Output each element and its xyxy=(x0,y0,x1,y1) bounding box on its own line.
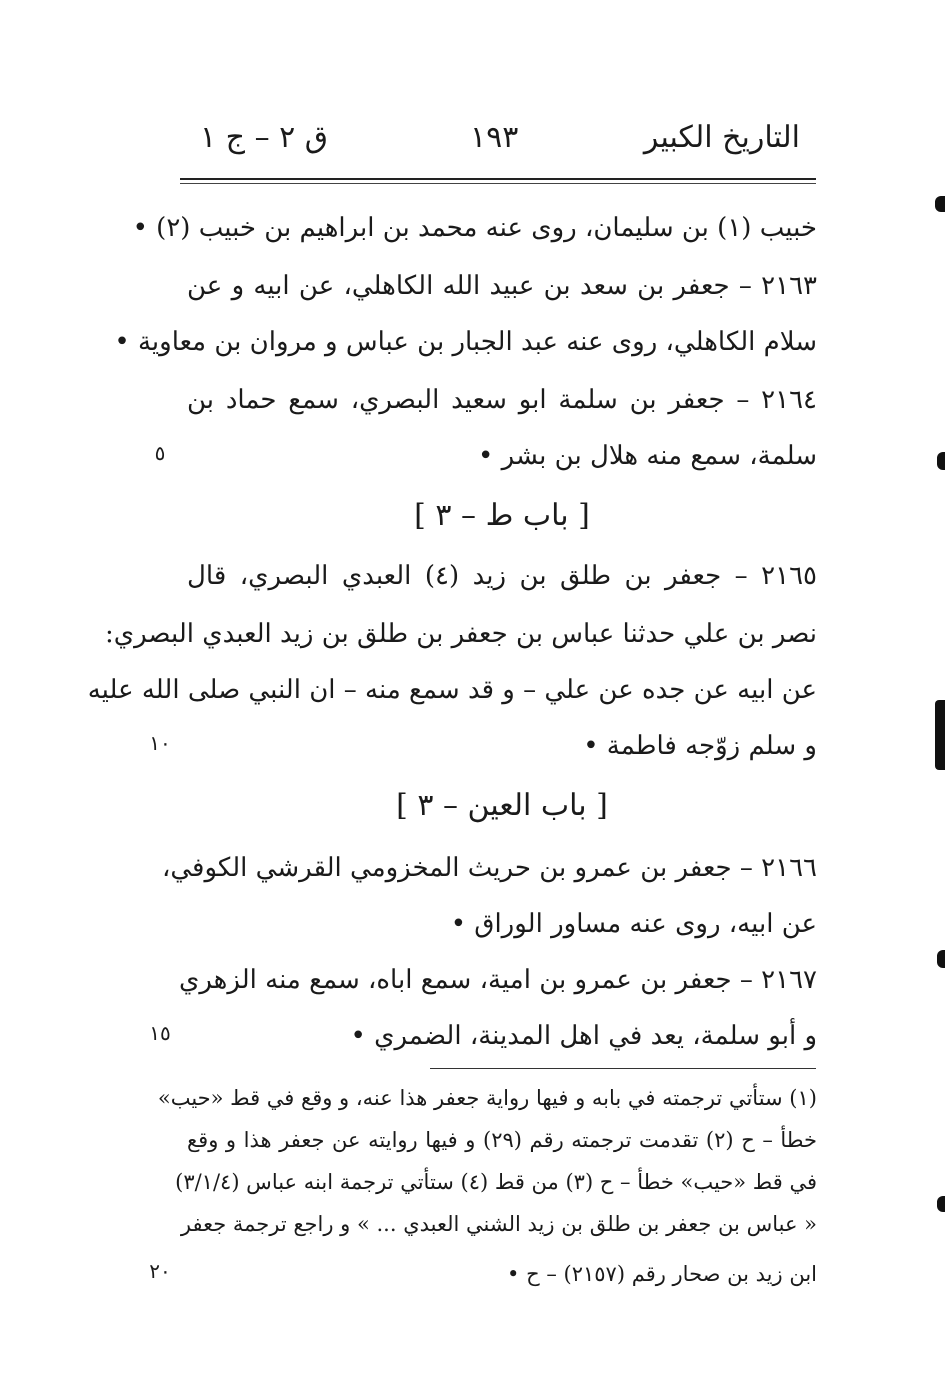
text-line: نصر بن علي حدثنا عباس بن جعفر بن طلق بن زيد العبدي البصري: xyxy=(104,619,817,649)
scan-edge-mark xyxy=(935,700,945,770)
scan-edge-mark xyxy=(937,950,945,968)
text-line: عن ابيه عن جده عن علي – و قد سمع منه – ان النبي صلى الله عليه xyxy=(87,675,817,705)
entry-2165: ٢١٦٥ – جعفر بن طلق بن زيد (٤) العبدي البصري، قال xyxy=(187,561,817,591)
footnote-line: في قط «حيب» خطأ – ح (٣) من قط (٤) ستأتي ترجمة ابنه عباس (٣/١/٤) xyxy=(175,1170,817,1194)
volume-part-label: ق ٢ – ج ١ xyxy=(200,120,329,155)
text-line: و أبو سلمة، يعد في اهل المدينة، الضمري • xyxy=(350,1021,817,1051)
text-line: و سلم زوّجه فاطمة • xyxy=(583,731,817,761)
text-line: عن ابيه، روى عنه مساور الوراق • xyxy=(450,909,817,939)
entry-2166: ٢١٦٦ – جعفر بن عمرو بن حريث المخزومي القرشي الكوفي، xyxy=(161,853,817,883)
line-number-20: ٢٠ xyxy=(149,1259,171,1283)
line-number-15: ١٥ xyxy=(149,1021,171,1045)
section-heading-ain: [ باب العين – ٣ ] xyxy=(396,788,608,823)
footnote-line: « عباس بن جعفر بن طلق بن زيد الشني العبدي ... » و راجع ترجمة جعفر xyxy=(180,1212,817,1236)
footnote-line: (١) ستأتي ترجمته في بابه و فيها رواية جعفر هذا عنه، و وقع في قط «حيب» xyxy=(157,1086,817,1110)
running-header xyxy=(180,118,820,168)
text-line: خبيب (١) بن سليمان، روى عنه محمد بن ابراهيم بن خبيب (٢) • xyxy=(132,213,817,243)
scan-edge-mark xyxy=(937,452,945,470)
footnote-line: ابن زيد بن صحار رقم (٢١٥٧) – ح • xyxy=(507,1262,817,1286)
scan-edge-mark xyxy=(937,1196,945,1212)
entry-2163: ٢١٦٣ – جعفر بن سعد بن عبيد الله الكاهلي، عن ابيه و عن xyxy=(187,271,817,301)
page-number: ١٩٣ xyxy=(470,120,519,155)
footnote-rule xyxy=(430,1068,816,1069)
header-rule xyxy=(180,178,816,180)
footnote-line: خطأ – ح (٢) تقدمت ترجمته رقم (٢٩) و فيها روايته عن جعفر هذا و وقع xyxy=(187,1128,817,1152)
entry-2164: ٢١٦٤ – جعفر بن سلمة ابو سعيد البصري، سمع حماد بن xyxy=(187,385,817,415)
header-rule-thin xyxy=(180,183,816,184)
section-heading-ta: [ باب ط – ٣ ] xyxy=(414,498,590,533)
entry-2167: ٢١٦٧ – جعفر بن عمرو بن امية، سمع اباه، سمع منه الزهري xyxy=(178,965,817,995)
line-number-10: ١٠ xyxy=(149,731,171,755)
book-title: التاريخ الكبير xyxy=(643,120,800,155)
text-line: سلمة، سمع منه هلال بن بشر • xyxy=(478,441,817,471)
scan-edge-mark xyxy=(935,196,945,212)
line-number-5: ٥ xyxy=(154,441,166,465)
text-line: سلام الكاهلي، روى عنه عبد الجبار بن عباس و مروان بن معاوية • xyxy=(114,327,817,357)
